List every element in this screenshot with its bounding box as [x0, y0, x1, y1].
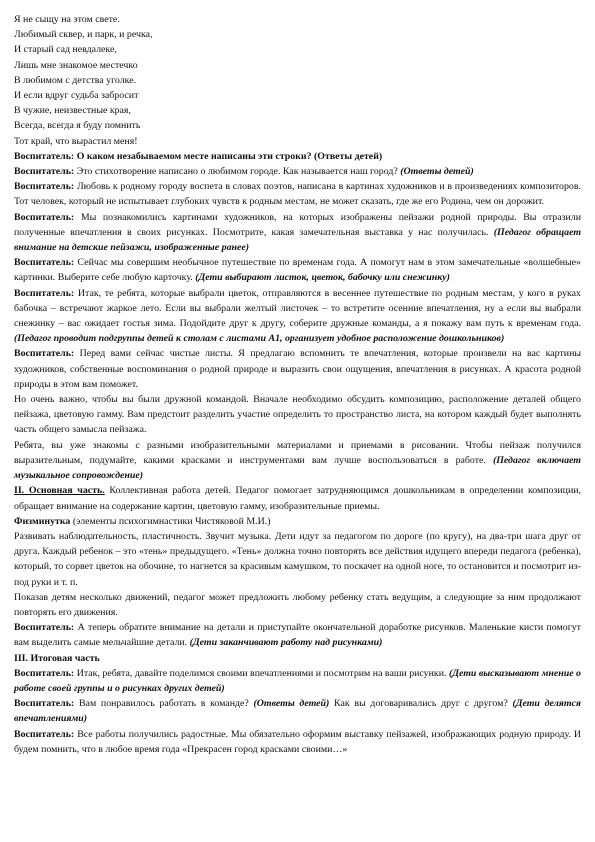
stage-note: (Дети высказывают мнение о работе своей группы и о рисунках других детей) [14, 667, 581, 694]
paragraph-text: Перед вами сейчас чистые листы. Я предлагаю вспомнить те впечатления, которые произвели на вас картины художников, собственные воспоминания о родной природе и выразить свои ощущения, впечатления в рисунках. А красота родной природы в этом вам поможет. [14, 348, 582, 390]
exercise-heading [14, 514, 581, 529]
speaker-label: Воспитатель: [14, 667, 75, 679]
stage-note: (Педагог проводит подгруппы детей к столам с листами А1, организует удобное расположение дошкольников) [14, 333, 505, 345]
paragraph-text: Сейчас мы совершим необычное путешествие по временам года. А помогут нам в этом замечательные «волшебные» картинки. Выберите себе любую карточку. [14, 257, 581, 284]
dialogue-paragraph [14, 210, 581, 256]
poem-line: Всегда, всегда я буду помнить [14, 120, 141, 132]
stage-note: (Педагог обращает внимание на детские пейзажи, изображенные ранее) [14, 226, 581, 254]
poem-line: В любимом с детства уголке. [14, 74, 137, 86]
paragraph-text: Показав детям несколько движений, педагог может предложить любому ребенку стать ведущим, а следующие за ним продолжают повторять его движения. [14, 591, 581, 618]
narration-paragraph [14, 438, 581, 484]
dialogue-paragraph [14, 255, 581, 285]
paragraph-text: Ребята, вы уже знакомы с разными изобразительными материалами и приемами в рисовании. Чтобы пейзаж получился выразительным, подумайте, какими красками и инструментами вам лучше воспользоваться в работе. [14, 439, 581, 466]
paragraph-text: Все работы получились радостные. Мы обязательно оформим выставку пейзажей, изображающих родную природу. И будем помнить, что в любое время года «Прекрасен город красками своими…» [14, 728, 582, 755]
stage-note: (Дети делятся впечатлениями) [14, 698, 582, 725]
poem-line: Тот край, что вырастил меня! [14, 135, 138, 147]
stage-note: (Дети выбирают листок, цветок, бабочку или снежинку) [195, 272, 450, 284]
paragraph-text: Вам понравилось работать в команде? [78, 698, 249, 710]
paragraph-text: Итак, те ребята, которые выбрали цветок, отправляются в весеннее путешествие по родным местам, у кого в руках бабочка – встречают жаркое лето. Если вы выбрали желтый листочек – то встретите осенние впечатления, ну а если вы выбрали снежинку – вас ожидает гостья зима. Подойдите друг к другу, соберите дружные команды, а я покажу вам путь к временам года. [14, 287, 581, 330]
dialogue-paragraph [14, 666, 581, 696]
stage-note: (Ответы детей) [253, 698, 330, 710]
poem-line: И старый сад невдалеке, [14, 44, 117, 56]
speaker-label: Физминутка [14, 515, 71, 527]
paragraph-text: О каком незабываемом месте написаны эти строки? [76, 150, 312, 162]
speaker-label: Воспитатель: [14, 698, 75, 710]
speaker-label: Воспитатель: [14, 622, 75, 634]
speaker-label: Воспитатель: [14, 150, 75, 162]
paragraph-text: Итак, ребята, давайте поделимся своими впечатлениями и посмотрим на ваши рисунки. [76, 667, 447, 679]
speaker-label: Воспитатель: [14, 166, 75, 178]
section-paragraph [14, 651, 581, 666]
dialogue-paragraph [14, 696, 581, 726]
paragraph-text: Мы познакомились картинами художников, на которых изображены пейзажи родной природы. Вы отразили полученные впечатления в своих рисунках. Посмотрите, какая замечательная выставка у нас получилась. [14, 211, 581, 238]
paragraph-text: Это стихотворение написано о любимом городе. Как называется наш город? [76, 166, 398, 178]
dialogue-paragraph [14, 179, 581, 209]
paragraph-text: А теперь обратите внимание на детали и приступайте окончательной доработке рисунков. Маленькие кисти помогут вам выделить самые мельчайшие детали. [14, 622, 581, 649]
speaker-label: Воспитатель: [14, 257, 75, 269]
paragraph-text: Любовь к родному городу воспета в словах поэтов, написана в картинах художников и в произведениях композиторов. Тот человек, который не испытывает глубоких чувств к родным местам, не может сказать, где же его Родина, чем он дорожит. [14, 181, 581, 208]
stage-note: (Ответы детей) [314, 150, 383, 162]
dialogue-paragraph [14, 164, 581, 179]
narration-paragraph [14, 590, 581, 620]
paragraph-text: Коллективная работа детей. Педагог помогает затрудняющимся дошкольникам в определении композиции, обращает внимание на содержание картин, цветовую гамму, изобразительные приемы. [14, 485, 581, 512]
poem-line: В чужие, неизвестные края, [14, 105, 131, 117]
poem-line: И если вдруг судьба забросит [14, 90, 139, 102]
paragraph-text: Как вы договаривались друг с другом? [334, 698, 508, 710]
poem-line: Лишь мне знакомое местечко [14, 59, 138, 71]
dialogue-paragraph [14, 346, 581, 392]
speaker-label: Воспитатель: [14, 287, 75, 299]
dialogue-paragraph [14, 149, 581, 164]
poem-line: Я не сыщу на этом свете. [14, 14, 120, 25]
speaker-label: Воспитатель: [14, 728, 75, 740]
paragraph-text: Но очень важно, чтобы вы были дружной командой. Вначале необходимо обсудить композицию, расположение деталей общего пейзажа, цветовую гамму. Вам предстоит разделить участие определить то пространство листа, на котором каждый будет выполнять часть общего замысла пейзажа. [14, 394, 581, 436]
dialogue-paragraph [14, 286, 581, 347]
poem-line: Любимый сквер, и парк, и речка, [14, 29, 153, 41]
speaker-label: Воспитатель: [14, 181, 75, 193]
stage-note: (Педагог включает музыкальное сопровождение) [14, 454, 581, 482]
narration-paragraph [14, 529, 581, 590]
section-heading: III. Итоговая часть [14, 652, 100, 664]
dialogue-paragraph [14, 727, 581, 757]
section-paragraph [14, 483, 581, 513]
stage-note: (Ответы детей) [400, 166, 474, 178]
speaker-label: Воспитатель: [14, 348, 75, 360]
dialogue-paragraph [14, 620, 581, 650]
section-heading: II. Основная часть. [14, 485, 105, 497]
speaker-label: Воспитатель: [14, 211, 75, 223]
paragraph-text: Развивать наблюдательность, пластичность. Звучит музыка. Дети идут за педагогом по дороге (по кругу), на два-три шага друг от друга. Каждый ребенок – это «тень» предыдущего. «Тень» должна точно повторять все действия идущего впереди педагога (ребенка), который, то сорвет цветок на обочине, то нагнется за красивым камушком, то поскачет на одной ноге, то остановится и посмотрит из-под руки и т. п. [14, 530, 581, 588]
poem [14, 12, 581, 149]
narration-paragraph [14, 392, 581, 438]
paragraph-text: (элементы психогимнастики Чистяковой М.И.) [72, 515, 271, 527]
stage-note: (Дети заканчивают работу над рисунками) [189, 637, 383, 649]
